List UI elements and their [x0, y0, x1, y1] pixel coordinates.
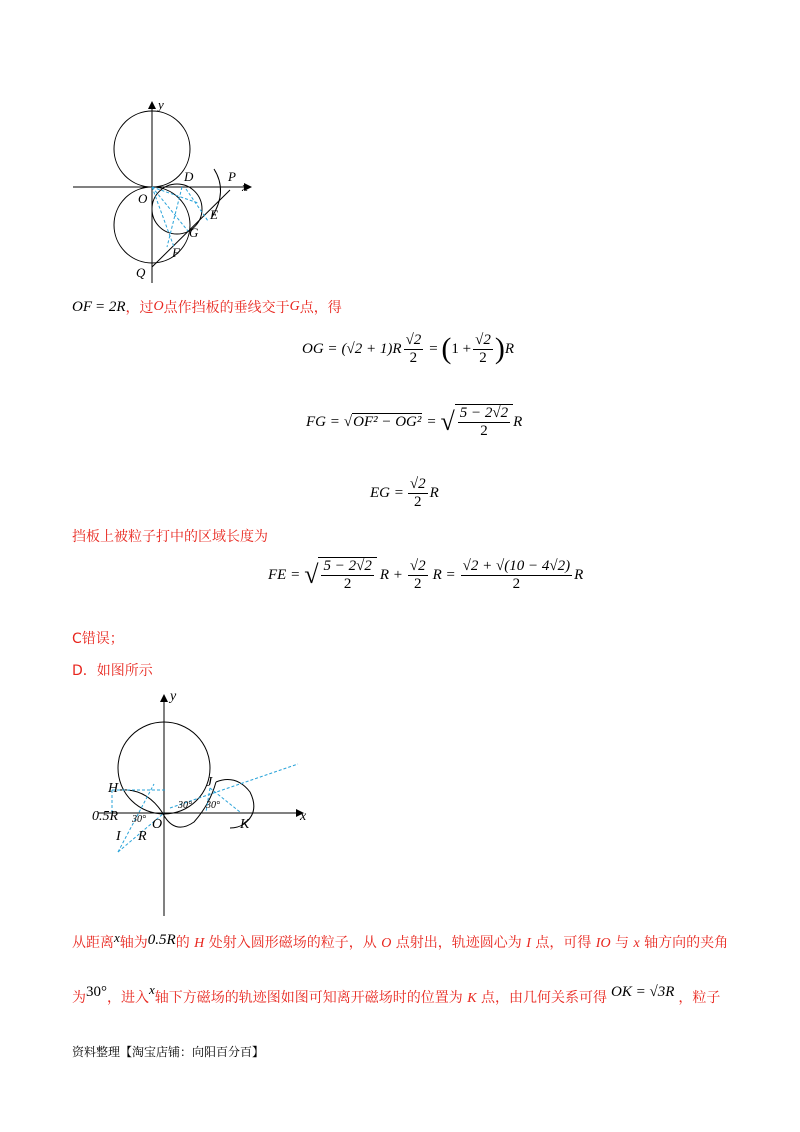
- og-frac-1: [404, 332, 424, 367]
- fig2-label-angle-1: 30°: [132, 814, 146, 825]
- fg-frac-den: 2: [480, 423, 488, 439]
- page-footer: 资料整理【淘宝店铺：向阳百分百】: [72, 1045, 265, 1059]
- of-sentence-c: 点，得: [299, 300, 342, 316]
- p1-f: 点，可得: [530, 935, 596, 951]
- p1-e: 点射出，轨迹圆心为: [391, 935, 527, 951]
- fig1-label-x: x: [242, 179, 248, 194]
- region-length-text: 挡板上被粒子打中的区域长度为: [72, 529, 268, 545]
- p2-k: K: [467, 991, 477, 1006]
- paragraph-1: [72, 930, 728, 952]
- fe-frac-2-num: √2: [409, 557, 426, 574]
- p1-d: 处射入圆形磁场的粒子，从: [204, 935, 382, 951]
- og-tail: R: [504, 340, 515, 357]
- fig2-label-i: I: [116, 829, 121, 844]
- paragraph-2: [72, 982, 720, 1007]
- fe-frac-2: [408, 558, 428, 593]
- fig2-label-r: R: [138, 829, 147, 844]
- eg-frac-den: 2: [413, 493, 422, 510]
- p1-a: 从距离: [72, 935, 114, 951]
- fig2-label-h: H: [108, 781, 119, 796]
- figure-1-diagram: [70, 95, 260, 285]
- of-lhs: OF: [72, 298, 92, 315]
- p1-c: 的: [175, 935, 195, 951]
- p1-i: I: [526, 936, 531, 951]
- fig2-label-k: K: [240, 817, 250, 832]
- fig1-label-g: G: [189, 225, 199, 240]
- eg-frac: [408, 476, 428, 511]
- figure-2-diagram: [90, 688, 320, 920]
- og-paren: (√2 + 1)R: [341, 340, 402, 357]
- of-sentence-a: ，过: [125, 300, 154, 316]
- p2-d: 点，由几何关系可得: [476, 990, 608, 1006]
- p1-val: 0.5R: [147, 932, 176, 948]
- fig2-label-angle-3: 30°: [206, 800, 220, 811]
- equation-og: OG = (√2 + 1)R $\frac{√2}{2}$ = ( 1 + $\frac{√2}{2}$ ) R: [302, 331, 515, 366]
- og-mid: =: [428, 340, 439, 357]
- fe-r2: R =: [432, 566, 456, 583]
- d-label-text: D．如图所示: [72, 663, 153, 679]
- fe-frac-2-den: 2: [414, 575, 422, 592]
- fig1-label-f: F: [172, 245, 180, 260]
- fe-frac-1-num: 5 − 2√2: [323, 558, 372, 574]
- og-frac-2: [473, 332, 493, 367]
- of-rhs: = 2R: [95, 298, 126, 315]
- fg-eq: =: [426, 413, 437, 430]
- equation-fe: FE = √ $\frac{5 - 2√2}{2}$ R + $\frac{√2}{2}$ R = $\frac{√2 + √(10 - 4√2)}{2}$ R: [268, 557, 584, 592]
- p1-h-tail: 轴方向的夹角: [639, 935, 729, 951]
- p2-x: x: [149, 982, 155, 997]
- fig2-label-angle-2: 30°: [178, 800, 192, 811]
- fig1-label-y: y: [158, 97, 164, 112]
- p1-h: H: [194, 936, 205, 951]
- fig2-label-half-r: 0.5R: [92, 809, 119, 824]
- fg-tail: R: [513, 413, 523, 430]
- fg-frac-num: 5 − 2√2: [459, 405, 509, 421]
- og-frac-1-den: 2: [409, 349, 418, 366]
- of-point-g: G: [289, 299, 300, 314]
- fig1-label-q: Q: [136, 265, 146, 280]
- fe-frac-3-num: √2 + √(10 − 4√2): [462, 557, 571, 574]
- of-sentence-b: 点作挡板的垂线交于: [163, 300, 290, 316]
- fe-r1: R +: [379, 566, 403, 583]
- fe-tail: R: [574, 566, 584, 583]
- eg-lhs: EG =: [370, 484, 404, 501]
- p2-c: 轴下方磁场的轨迹图如图可知离开磁场时的位置为: [154, 990, 468, 1006]
- p1-g: 与: [610, 935, 634, 951]
- fg-lhs: FG =: [306, 413, 340, 430]
- equation-fg: FG = √ OF² − OG² = √ $\frac{5 - 2√2}{2}$ R: [306, 405, 523, 439]
- fe-frac-3: [461, 558, 572, 593]
- p2-b: ，进入: [107, 990, 149, 1006]
- og-frac-2-num: √2: [475, 331, 491, 348]
- p2-e: ，粒子: [678, 990, 721, 1006]
- p1-io: IO: [595, 936, 611, 951]
- fig2-label-x: x: [300, 809, 307, 824]
- p2-angle: 30°: [86, 984, 107, 1000]
- fig1-label-p: P: [228, 169, 236, 184]
- p2-ok: OK = √3R: [611, 984, 675, 1000]
- eg-tail: R: [429, 484, 439, 501]
- of-point-o: O: [153, 299, 164, 314]
- fig1-label-d: D: [184, 169, 194, 184]
- fe-frac-1-den: 2: [343, 576, 352, 592]
- og-lhs: OG =: [302, 340, 338, 357]
- equation-eg: [370, 472, 439, 514]
- og-one: 1 +: [451, 340, 472, 357]
- p2-a: 为: [72, 990, 86, 1006]
- fig2-label-y: y: [170, 689, 177, 704]
- of-statement: [72, 297, 342, 317]
- og-frac-1-num: √2: [405, 331, 422, 348]
- fig1-label-o: O: [138, 191, 148, 206]
- p1-o: O: [381, 936, 392, 951]
- fig2-label-j: J: [206, 775, 213, 790]
- og-frac-2-den: 2: [479, 349, 487, 366]
- p1-x2: x: [633, 936, 640, 951]
- p1-x: x: [114, 930, 120, 945]
- fe-frac-3-den: 2: [512, 575, 521, 592]
- fg-frac: [458, 405, 510, 440]
- eg-frac-num: √2: [409, 475, 426, 492]
- fe-frac-1: [321, 558, 373, 593]
- c-wrong-text: C错误；: [72, 631, 124, 647]
- fg-radicand: OF² − OG²: [353, 414, 422, 430]
- p1-b: 轴为: [119, 935, 148, 951]
- fig1-label-e: E: [210, 207, 218, 222]
- fe-lhs: FE =: [268, 566, 301, 583]
- fig2-label-o: O: [152, 817, 163, 832]
